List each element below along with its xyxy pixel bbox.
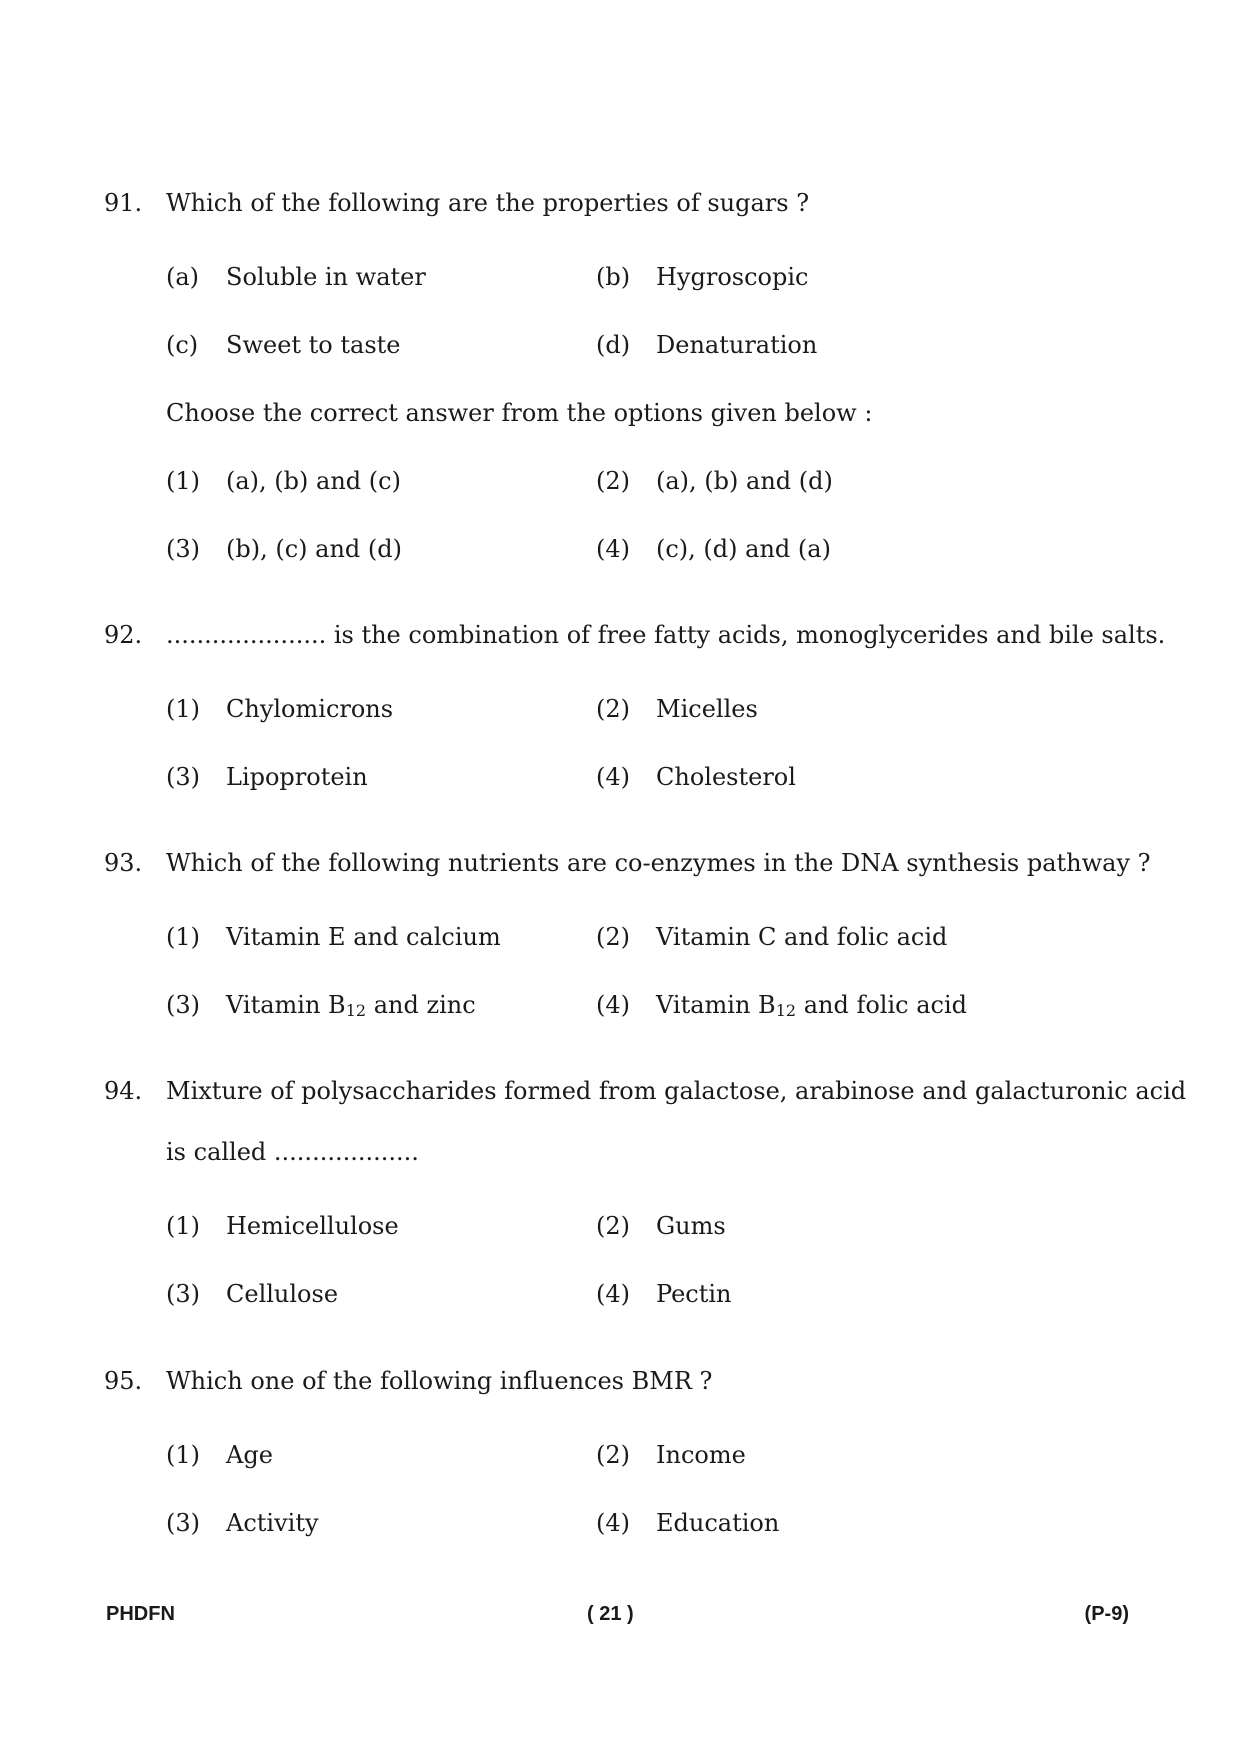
statement-a <box>166 262 426 292</box>
option-text: Cellulose <box>226 1280 339 1308</box>
question-number: 92. <box>104 621 143 649</box>
option-1 <box>166 694 393 724</box>
statement-c <box>166 330 401 360</box>
question-text: Which one of the following influences BMR ? <box>166 1367 713 1395</box>
question-number: 93. <box>104 849 143 877</box>
option-mark: (1) <box>166 923 200 951</box>
option-text-post: and zinc <box>366 991 476 1019</box>
footer-set-code: (P-9) <box>1084 1603 1129 1625</box>
option-text: Vitamin E and calcium <box>226 923 501 951</box>
option-text: Chylomicrons <box>226 695 394 723</box>
question-text: Mixture of polysaccharides formed from galactose, arabinose and galacturonic acid <box>166 1077 1187 1105</box>
option-1 <box>166 1440 273 1470</box>
instruction-text: Choose the correct answer from the options given below : <box>166 399 873 427</box>
option-4 <box>596 1508 779 1538</box>
question-94 <box>104 1076 1186 1106</box>
question-text: Which of the following are the properties of sugars ? <box>166 189 810 217</box>
statement-text: Hygroscopic <box>656 263 809 291</box>
question-number: 94. <box>104 1077 143 1105</box>
question-95 <box>104 1366 712 1396</box>
option-1 <box>166 466 401 496</box>
option-3 <box>166 990 476 1020</box>
option-text: Pectin <box>656 1280 732 1308</box>
option-4 <box>596 990 967 1020</box>
option-mark: (2) <box>596 923 630 951</box>
subscript: 12 <box>775 1001 797 1020</box>
option-text: Micelles <box>656 695 758 723</box>
subscript: 12 <box>345 1001 367 1020</box>
option-mark: (4) <box>596 763 630 791</box>
statement-mark: (a) <box>166 263 200 291</box>
option-1 <box>166 1211 399 1241</box>
option-mark: (4) <box>596 1509 630 1537</box>
option-mark: (1) <box>166 1212 200 1240</box>
option-mark: (1) <box>166 695 200 723</box>
statement-mark: (c) <box>166 331 199 359</box>
option-4 <box>596 1279 732 1309</box>
question-text: Which of the following nutrients are co-enzymes in the DNA synthesis pathway ? <box>166 849 1151 877</box>
question-92 <box>104 620 1165 650</box>
option-2 <box>596 694 758 724</box>
option-text: Lipoprotein <box>226 763 368 791</box>
option-2 <box>596 466 833 496</box>
option-mark: (3) <box>166 763 200 791</box>
statement-text: Soluble in water <box>226 263 426 291</box>
option-mark: (2) <box>596 467 630 495</box>
statement-mark: (d) <box>596 331 631 359</box>
statement-mark: (b) <box>596 263 631 291</box>
option-text: (a), (b) and (c) <box>226 467 401 495</box>
option-mark: (2) <box>596 1441 630 1469</box>
option-mark: (4) <box>596 535 630 563</box>
statement-text: Sweet to taste <box>226 331 401 359</box>
option-text: (a), (b) and (d) <box>656 467 833 495</box>
option-text: (c), (d) and (a) <box>656 535 831 563</box>
option-mark: (2) <box>596 1212 630 1240</box>
statement-text: Denaturation <box>656 331 818 359</box>
question-93 <box>104 848 1151 878</box>
question-number: 95. <box>104 1367 143 1395</box>
option-1 <box>166 922 501 952</box>
option-text: Education <box>656 1509 780 1537</box>
option-mark: (3) <box>166 1509 200 1537</box>
option-mark: (1) <box>166 1441 200 1469</box>
question-91 <box>104 188 809 218</box>
option-3 <box>166 534 402 564</box>
option-2 <box>596 1440 746 1470</box>
option-3 <box>166 1279 338 1309</box>
question-number: 91. <box>104 189 143 217</box>
option-text-pre: Vitamin B <box>226 991 346 1019</box>
option-text: Cholesterol <box>656 763 796 791</box>
option-4 <box>596 762 796 792</box>
option-text: Gums <box>656 1212 726 1240</box>
option-3 <box>166 762 368 792</box>
statement-d <box>596 330 817 360</box>
option-mark: (3) <box>166 991 200 1019</box>
option-2 <box>596 922 947 952</box>
question-text-continuation: is called ................... <box>166 1138 419 1166</box>
option-mark: (1) <box>166 467 200 495</box>
option-mark: (4) <box>596 1280 630 1308</box>
option-text: (b), (c) and (d) <box>226 535 402 563</box>
option-text: Income <box>656 1441 746 1469</box>
option-text: Vitamin C and folic acid <box>656 923 948 951</box>
option-text <box>226 991 476 1019</box>
option-mark: (2) <box>596 695 630 723</box>
option-text: Activity <box>226 1509 319 1537</box>
option-text-post: and folic acid <box>796 991 967 1019</box>
option-mark: (4) <box>596 991 630 1019</box>
option-4 <box>596 534 831 564</box>
option-text <box>656 991 967 1019</box>
footer-paper-code: PHDFN <box>106 1603 175 1625</box>
question-text: ..................... is the combination of free fatty acids, monoglycerides and bile salts. <box>166 621 1166 649</box>
option-3 <box>166 1508 319 1538</box>
option-2 <box>596 1211 726 1241</box>
option-text-pre: Vitamin B <box>656 991 776 1019</box>
statement-b <box>596 262 808 292</box>
option-text: Hemicellulose <box>226 1212 399 1240</box>
option-mark: (3) <box>166 535 200 563</box>
option-text: Age <box>226 1441 273 1469</box>
footer-page-number: ( 21 ) <box>587 1603 634 1625</box>
option-mark: (3) <box>166 1280 200 1308</box>
